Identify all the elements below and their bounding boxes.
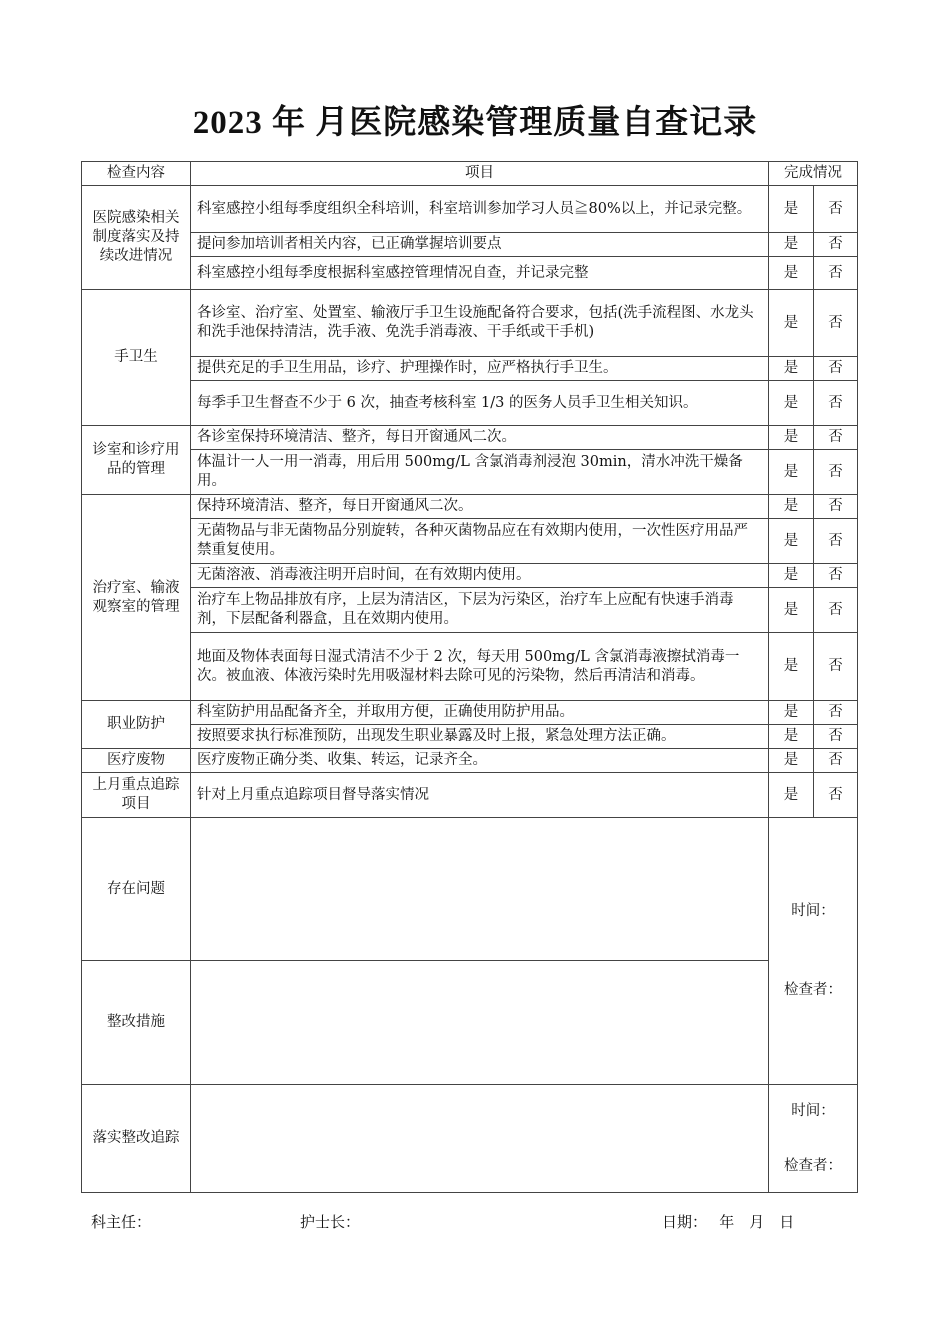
table-row (82, 564, 858, 588)
table-header-row (82, 162, 858, 186)
measures-row (82, 961, 858, 1085)
yes-option[interactable]: 是 (769, 701, 814, 725)
table-row (82, 186, 858, 233)
yes-option[interactable]: 是 (769, 588, 814, 633)
no-option[interactable]: 否 (814, 701, 858, 725)
table-row (82, 773, 858, 818)
item-cell: 科室防护用品配备齐全，并取用方便，正确使用防护用品。 (191, 701, 769, 725)
time-label: 时间： (791, 903, 835, 919)
yes-option[interactable]: 是 (769, 381, 814, 426)
table-row (82, 233, 858, 257)
no-option[interactable]: 否 (814, 519, 858, 564)
problems-label: 存在问题 (82, 818, 191, 961)
item-cell: 无菌物品与非无菌物品分别旋转，各种灭菌物品应在有效期内使用，一次性医疗用品严禁重复使用。 (191, 519, 769, 564)
table-row (82, 701, 858, 725)
item-cell: 针对上月重点追踪项目督导落实情况 (191, 773, 769, 818)
measures-field[interactable] (191, 961, 769, 1085)
no-option[interactable]: 否 (814, 749, 858, 773)
no-option[interactable]: 否 (814, 426, 858, 450)
item-cell: 地面及物体表面每日湿式清洁不少于 2 次，每天用 500mg/L 含氯消毒液擦拭消毒一次。被血液、体液污染时先用吸湿材料去除可见的污染物，然后再清洁和消毒。 (191, 633, 769, 701)
problems-row (82, 818, 858, 961)
category-cell: 上月重点追踪项目 (82, 773, 191, 818)
no-option[interactable]: 否 (814, 233, 858, 257)
yes-option[interactable]: 是 (769, 186, 814, 233)
item-cell: 各诊室、治疗室、处置室、输液厅手卫生设施配备符合要求，包括(洗手流程图、水龙头和洗手池保持清洁，洗手液、免洗手消毒液、干手纸或干手机) (191, 290, 769, 357)
measures-label: 整改措施 (82, 961, 191, 1085)
yes-option[interactable]: 是 (769, 725, 814, 749)
yes-option[interactable]: 是 (769, 519, 814, 564)
category-cell: 职业防护 (82, 701, 191, 749)
yes-option[interactable]: 是 (769, 426, 814, 450)
yes-option[interactable]: 是 (769, 233, 814, 257)
category-cell: 治疗室、输液观察室的管理 (82, 495, 191, 701)
table-row (82, 495, 858, 519)
no-option[interactable]: 否 (814, 564, 858, 588)
item-cell: 每季手卫生督查不少于 6 次，抽查考核科室 1/3 的医务人员手卫生相关知识。 (191, 381, 769, 426)
item-cell: 提供充足的手卫生用品，诊疗、护理操作时，应严格执行手卫生。 (191, 357, 769, 381)
yes-option[interactable]: 是 (769, 495, 814, 519)
header-completion: 完成情况 (769, 162, 858, 186)
page-title: 2023 年 月医院感染管理质量自查记录 (192, 105, 758, 141)
no-option[interactable]: 否 (814, 633, 858, 701)
item-cell: 提问参加培训者相关内容，已正确掌握培训要点 (191, 233, 769, 257)
item-cell: 医疗废物正确分类、收集、转运，记录齐全。 (191, 749, 769, 773)
item-cell: 保持环境清洁、整齐，每日开窗通风二次。 (191, 495, 769, 519)
item-cell: 科室感控小组每季度根据科室感控管理情况自查，并记录完整 (191, 257, 769, 290)
problems-field[interactable] (191, 818, 769, 961)
category-cell: 医院感染相关制度落实及持续改进情况 (82, 186, 191, 290)
yes-option[interactable]: 是 (769, 749, 814, 773)
no-option[interactable]: 否 (814, 381, 858, 426)
inspector-label: 检查者： (784, 982, 842, 998)
item-cell: 按照要求执行标准预防，出现发生职业暴露及时上报，紧急处理方法正确。 (191, 725, 769, 749)
yes-option[interactable]: 是 (769, 290, 814, 357)
table-row (82, 450, 858, 495)
yes-option[interactable]: 是 (769, 257, 814, 290)
tracking-sign-cell (769, 1085, 858, 1193)
tracking-row (82, 1085, 858, 1193)
head-nurse-signature: 护士长： (300, 1213, 361, 1231)
no-option[interactable]: 否 (814, 588, 858, 633)
item-cell: 治疗车上物品排放有序，上层为清洁区，下层为污染区，治疗车上应配有快速手消毒剂，下层配备利器盒，且在效期内使用。 (191, 588, 769, 633)
item-cell: 无菌溶液、消毒液注明开启时间，在有效期内使用。 (191, 564, 769, 588)
yes-option[interactable]: 是 (769, 564, 814, 588)
no-option[interactable]: 否 (814, 290, 858, 357)
no-option[interactable]: 否 (814, 357, 858, 381)
no-option[interactable]: 否 (814, 725, 858, 749)
header-check-content: 检查内容 (82, 162, 191, 186)
yes-option[interactable]: 是 (769, 357, 814, 381)
category-cell: 诊室和诊疗用品的管理 (82, 426, 191, 495)
yes-option[interactable]: 是 (769, 450, 814, 495)
table-row (82, 749, 858, 773)
table-row (82, 519, 858, 564)
item-cell: 各诊室保持环境清洁、整齐，每日开窗通风二次。 (191, 426, 769, 450)
category-cell: 手卫生 (82, 290, 191, 426)
no-option[interactable]: 否 (814, 495, 858, 519)
no-option[interactable]: 否 (814, 773, 858, 818)
item-cell: 科室感控小组每季度组织全科培训，科室培训参加学习人员≧80%以上，并记录完整。 (191, 186, 769, 233)
header-item: 项目 (191, 162, 769, 186)
tracking-time-label: 时间： (791, 1102, 835, 1119)
category-cell: 医疗废物 (82, 749, 191, 773)
table-row (82, 633, 858, 701)
no-option[interactable]: 否 (814, 186, 858, 233)
yes-option[interactable]: 是 (769, 773, 814, 818)
no-option[interactable]: 否 (814, 257, 858, 290)
table-row (82, 357, 858, 381)
date-field: 日期： 年 月 日 (662, 1213, 795, 1231)
no-option[interactable]: 否 (814, 450, 858, 495)
table-row (82, 426, 858, 450)
inspection-table (81, 161, 858, 1193)
tracking-field[interactable] (191, 1085, 769, 1193)
table-row (82, 257, 858, 290)
table-row (82, 725, 858, 749)
table-row (82, 588, 858, 633)
yes-option[interactable]: 是 (769, 633, 814, 701)
table-row (82, 290, 858, 357)
tracking-inspector-label: 检查者： (784, 1157, 842, 1174)
tracking-label: 落实整改追踪 (82, 1085, 191, 1193)
item-cell: 体温计一人一用一消毒，用后用 500mg/L 含氯消毒剂浸泡 30min，清水冲洗干燥备用。 (191, 450, 769, 495)
inspection-sign-cell (769, 818, 858, 1085)
director-signature: 科主任： (91, 1213, 152, 1231)
table-row (82, 381, 858, 426)
